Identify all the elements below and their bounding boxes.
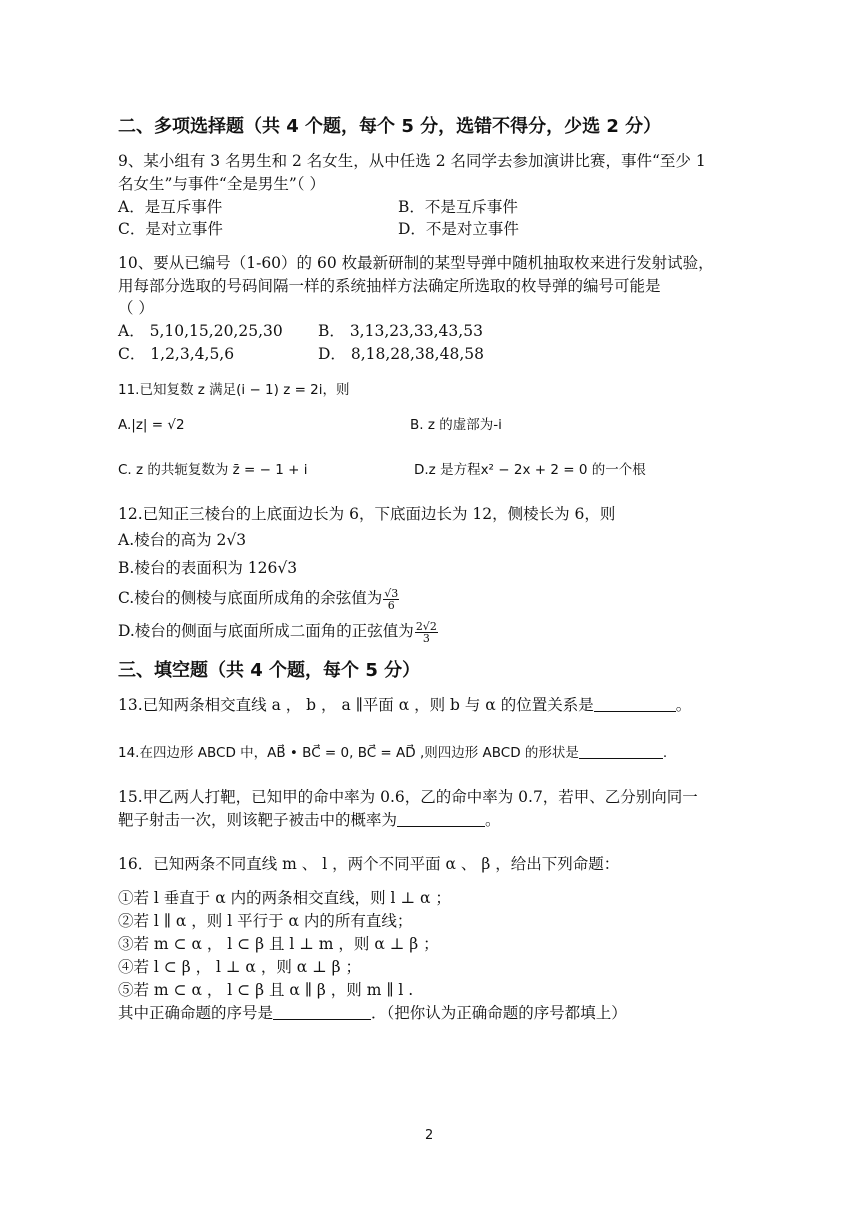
q10-line1: 10、要从已编号（1-60）的 60 枚最新研制的某型导弹中随机抽取枚来进行发射试验， bbox=[118, 254, 714, 272]
q12-option-d-text: D.棱台的侧面与底面所成二面角的正弦值为 bbox=[118, 622, 414, 640]
q12-option-d-fraction bbox=[415, 621, 438, 644]
fraction-numerator: 2√2 bbox=[415, 619, 437, 633]
q13-text: 13.已知两条相交直线 a ， b ， a ∥平面 α ，则 b 与 α 的位置关系是 bbox=[118, 696, 594, 714]
q12-option-b: B.棱台的表面积为 126√3 bbox=[118, 559, 298, 577]
q11-stem: 11.已知复数 z 满足(i − 1) z = 2i，则 bbox=[118, 382, 350, 398]
q9-option-d: D．不是对立事件 bbox=[398, 220, 519, 238]
q12-option-c-fraction bbox=[383, 588, 399, 611]
q10-line3: （ ） bbox=[118, 299, 154, 317]
q9-line1: 9、某小组有 3 名男生和 2 名女生，从中任选 2 名同学去参加演讲比赛，事件“至少 1 bbox=[118, 152, 706, 170]
q10-option-c: C． 1,2,3,4,5,6 bbox=[118, 345, 235, 363]
q13-answer-blank[interactable] bbox=[594, 695, 676, 712]
q14-answer-blank[interactable] bbox=[579, 742, 663, 759]
q12-option-a: A.棱台的高为 2√3 bbox=[118, 531, 247, 549]
page-number: 2 bbox=[425, 1128, 434, 1143]
section-2-title: 二、多项选择题（共 4 个题，每个 5 分，选错不得分，少选 2 分） bbox=[118, 116, 662, 137]
q15-end: 。 bbox=[485, 811, 501, 829]
fraction-denominator: 6 bbox=[387, 598, 395, 612]
q16-answer-blank[interactable] bbox=[273, 1003, 371, 1020]
q16-answer-suffix: ．（把你认为正确命题的序号都填上） bbox=[371, 1004, 627, 1022]
fraction-numerator: √3 bbox=[384, 586, 399, 600]
q16-item-2: ②若 l ∥ α ，则 l 平行于 α 内的所有直线； bbox=[118, 912, 413, 930]
q14-text: 14.在四边形 ABCD 中，AB⃗ • BC⃗ = 0, BC⃗ = AD⃗ ,则四边形 ABCD 的形状是 bbox=[118, 745, 579, 761]
q12-option-c-text: C.棱台的侧棱与底面所成角的余弦值为 bbox=[118, 589, 383, 607]
q11-option-b: B. z 的虚部为-i bbox=[410, 417, 502, 433]
q13-end: 。 bbox=[675, 696, 692, 714]
q15-line1: 15.甲乙两人打靶，已知甲的命中率为 0.6，乙的命中率为 0.7，若甲、乙分别向同一 bbox=[118, 788, 698, 806]
q9-option-c: C．是对立事件 bbox=[118, 220, 223, 238]
q16-answer-prefix: 其中正确命题的序号是 bbox=[118, 1004, 274, 1022]
q12-stem: 12.已知正三棱台的上底面边长为 6，下底面边长为 12，侧棱长为 6，则 bbox=[118, 505, 616, 523]
q14-line bbox=[118, 742, 667, 764]
q11-option-d: D.z 是方程x² − 2x + 2 = 0 的一个根 bbox=[414, 462, 646, 478]
q15-line2 bbox=[118, 809, 501, 831]
q13-line bbox=[118, 694, 691, 716]
q9-option-a: A．是互斥事件 bbox=[118, 198, 223, 216]
q14-end: . bbox=[662, 745, 668, 761]
q9-option-b: B．不是互斥事件 bbox=[398, 198, 518, 216]
q15-answer-blank[interactable] bbox=[397, 810, 485, 827]
q16-item-1: ①若 l 垂直于 α 内的两条相交直线，则 l ⊥ α ； bbox=[118, 889, 451, 907]
q10-option-d: D． 8,18,28,38,48,58 bbox=[318, 345, 484, 363]
q11-option-c: C. z 的共轭复数为 z̄ = − 1 + i bbox=[118, 462, 308, 478]
q16-stem: 16．已知两条不同直线 m 、 l ，两个不同平面 α 、 β ，给出下列命题： bbox=[118, 855, 620, 873]
section-3-title: 三、填空题（共 4 个题，每个 5 分） bbox=[118, 660, 421, 681]
q10-option-a: A． 5,10,15,20,25,30 bbox=[118, 322, 283, 340]
fraction-denominator: 3 bbox=[422, 631, 430, 645]
q10-line2: 用每部分选取的号码间隔一样的系统抽样方法确定所选取的枚导弹的编号可能是 bbox=[118, 277, 661, 295]
q9-line2: 名女生”与事件“全是男生”（ ） bbox=[118, 175, 325, 193]
q16-item-3: ③若 m ⊂ α ， l ⊂ β 且 l ⊥ m ，则 α ⊥ β ； bbox=[118, 935, 439, 953]
q12-option-c bbox=[118, 587, 399, 611]
q12-option-d bbox=[118, 620, 438, 644]
q10-option-b: B． 3,13,23,33,43,53 bbox=[318, 322, 483, 340]
q16-answer-line bbox=[118, 1002, 627, 1024]
q11-option-a: A.|z| = √2 bbox=[118, 417, 185, 433]
q16-item-4: ④若 l ⊂ β ， l ⊥ α ，则 α ⊥ β ； bbox=[118, 958, 362, 976]
q16-item-5: ⑤若 m ⊂ α ， l ⊂ β 且 α ∥ β ，则 m ∥ l . bbox=[118, 981, 414, 999]
q15-text: 靶子射击一次，则该靶子被击中的概率为 bbox=[118, 811, 398, 829]
